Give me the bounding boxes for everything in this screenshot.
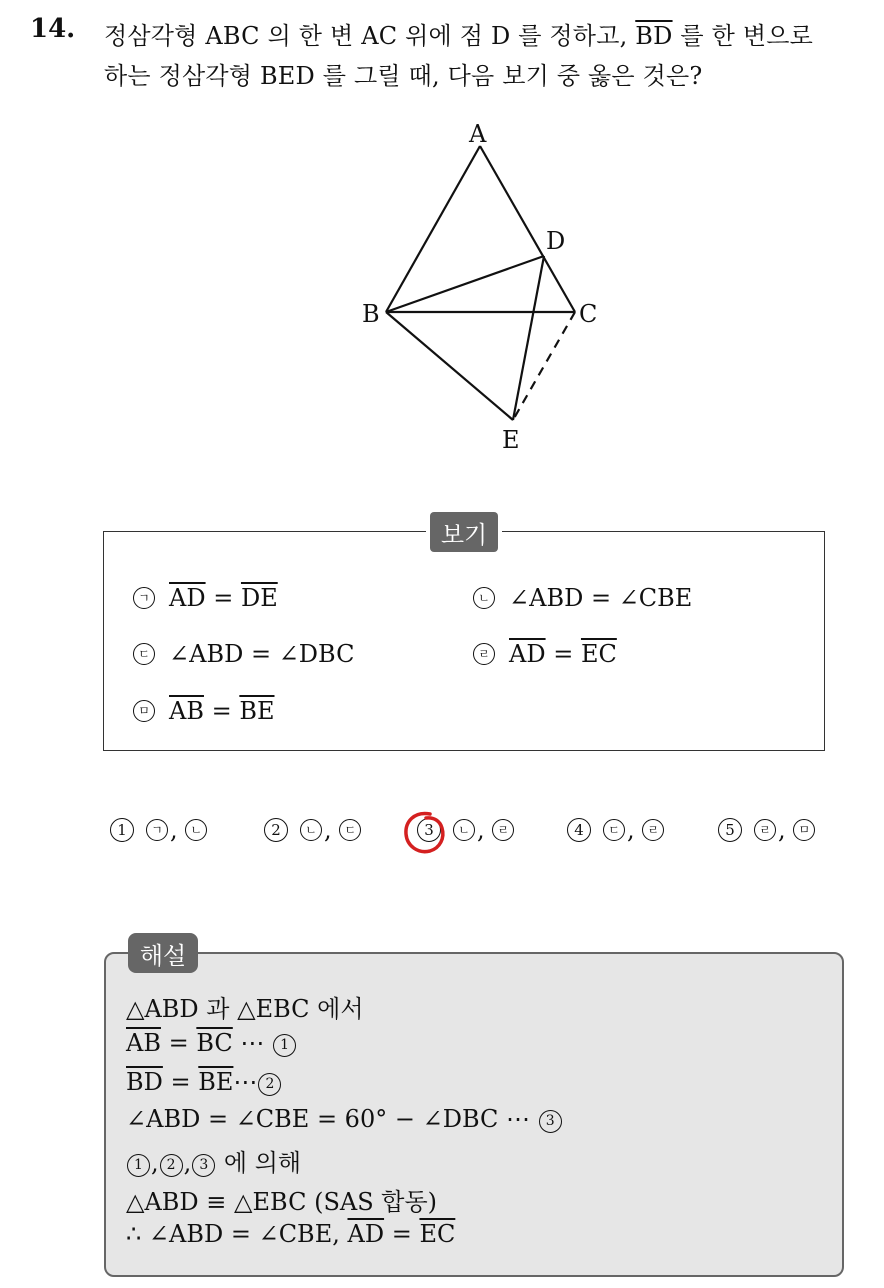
segment: $\overline{AB}$ [126,1029,161,1057]
choice-5[interactable]: 5 ㄹ , ㅁ [718,816,817,844]
choice-2[interactable]: 2 ㄴ , ㄷ [264,816,363,844]
question-text: 정삼각형 ABC 의 한 변 AC 위에 점 D 를 정하고, [104,22,628,50]
hangul-circle-mark: ㄷ [133,643,155,665]
segment: $\overline{BC}$ [196,1029,233,1057]
point-label-a: A [469,120,487,148]
hangul-circle-mark: ㄹ [754,819,776,841]
hangul-circle-mark: ㄴ [473,587,495,609]
point-label-b: B [362,300,380,328]
edge-ab [386,146,480,312]
segment: $\overline{AB}$ [169,697,204,725]
segment-bd: $\overline{BD}$ [635,22,673,50]
ref-circle: 3 [192,1154,215,1177]
statement: ∠ABD = ∠CBE [509,584,693,612]
hangul-circle-mark: ㄹ [642,819,664,841]
solution-line-7: ∴ ∠ABD = ∠CBE, $\overline{AD} = \overline{EC}$ [126,1220,456,1248]
equals: = [545,640,581,668]
bogi-item-mieum [133,697,275,725]
ref-circle: 2 [160,1154,183,1177]
solution-line-3: $\overline{BD}$ = $\overline{BE}\cdots$ 2 [126,1068,282,1096]
statement: ∠ABD = ∠DBC [169,640,355,668]
solution-line-5: 1 , 2 , 3 에 의해 [126,1143,301,1178]
choice-4[interactable]: 4 ㄷ , ㄹ [567,816,666,844]
choice-number: 3 [417,818,441,842]
choice-number: 2 [264,818,288,842]
solution-line-2: $\overline{AB} = \overline{BC}$ ⋯ 1 [126,1029,297,1057]
segment: $\overline{DE}$ [240,584,278,612]
selected-answer-mark [400,808,450,858]
ref-circle: 1 [127,1154,150,1177]
triangle-figure [350,112,610,457]
problem-number: 14. [30,14,76,44]
bogi-item-nieun [473,584,692,612]
ref-circle: 3 [539,1110,562,1133]
choice-number: 4 [567,818,591,842]
bogi-item-rieul [473,640,617,668]
hangul-circle-mark: ㄴ [300,819,322,841]
solution-line-1: △ABD 과 △EBC 에서 [126,995,364,1023]
question-line-2: 하는 정삼각형 BED 를 그릴 때, 다음 보기 중 옳은 것은? [104,62,703,90]
edge-de [513,256,544,420]
hangul-circle-mark: ㄷ [339,819,361,841]
point-label-c: C [579,300,598,328]
choice-1[interactable]: 1 ㄱ , ㄴ [110,816,209,844]
solution-title: 해설 [128,933,198,973]
segment: $\overline{AD}$ [509,640,546,668]
solution-line-4: ∠ABD = ∠CBE = 60° − ∠DBC ⋯ 3 [126,1105,563,1133]
hangul-circle-mark: ㄴ [185,819,207,841]
segment: $\overline{BE}$ [239,697,275,725]
hangul-circle-mark: ㄱ [146,819,168,841]
point-label-d: D [546,227,566,255]
hangul-circle-mark: ㄱ [133,587,155,609]
hangul-circle-mark: ㄴ [453,819,475,841]
edge-bd [386,256,544,312]
solution-line-6: △ABD ≡ △EBC (SAS 합동) [126,1188,438,1216]
question-line-1 [104,16,813,51]
bogi-title: 보기 [430,512,498,552]
equals: = [203,697,240,725]
segment: $\overline{EC}$ [419,1220,456,1248]
hangul-circle-mark: ㅁ [793,819,815,841]
choice-number: 5 [718,818,742,842]
segment: $\overline{BD}$ [126,1068,163,1096]
edge-be [386,312,513,420]
point-label-e: E [502,426,520,454]
choice-number: 1 [110,818,134,842]
question-text: 를 한 변으로 [680,22,813,50]
hangul-circle-mark: ㄹ [473,643,495,665]
segment: $\overline{AD}$ [169,584,206,612]
hangul-circle-mark: ㄹ [492,819,514,841]
choice-3[interactable]: 3 ㄴ , ㄹ [417,816,516,844]
hangul-circle-mark: ㅁ [133,700,155,722]
ref-circle: 2 [258,1073,281,1096]
ref-circle: 1 [273,1034,296,1057]
equals: = [205,584,241,612]
bogi-item-digeut [133,640,354,668]
bogi-item-giyeok [133,584,278,612]
segment: $\overline{EC}$ [580,640,617,668]
segment: $\overline{BE}$ [198,1068,234,1096]
segment: $\overline{AD}$ [347,1220,385,1248]
hangul-circle-mark: ㄷ [603,819,625,841]
